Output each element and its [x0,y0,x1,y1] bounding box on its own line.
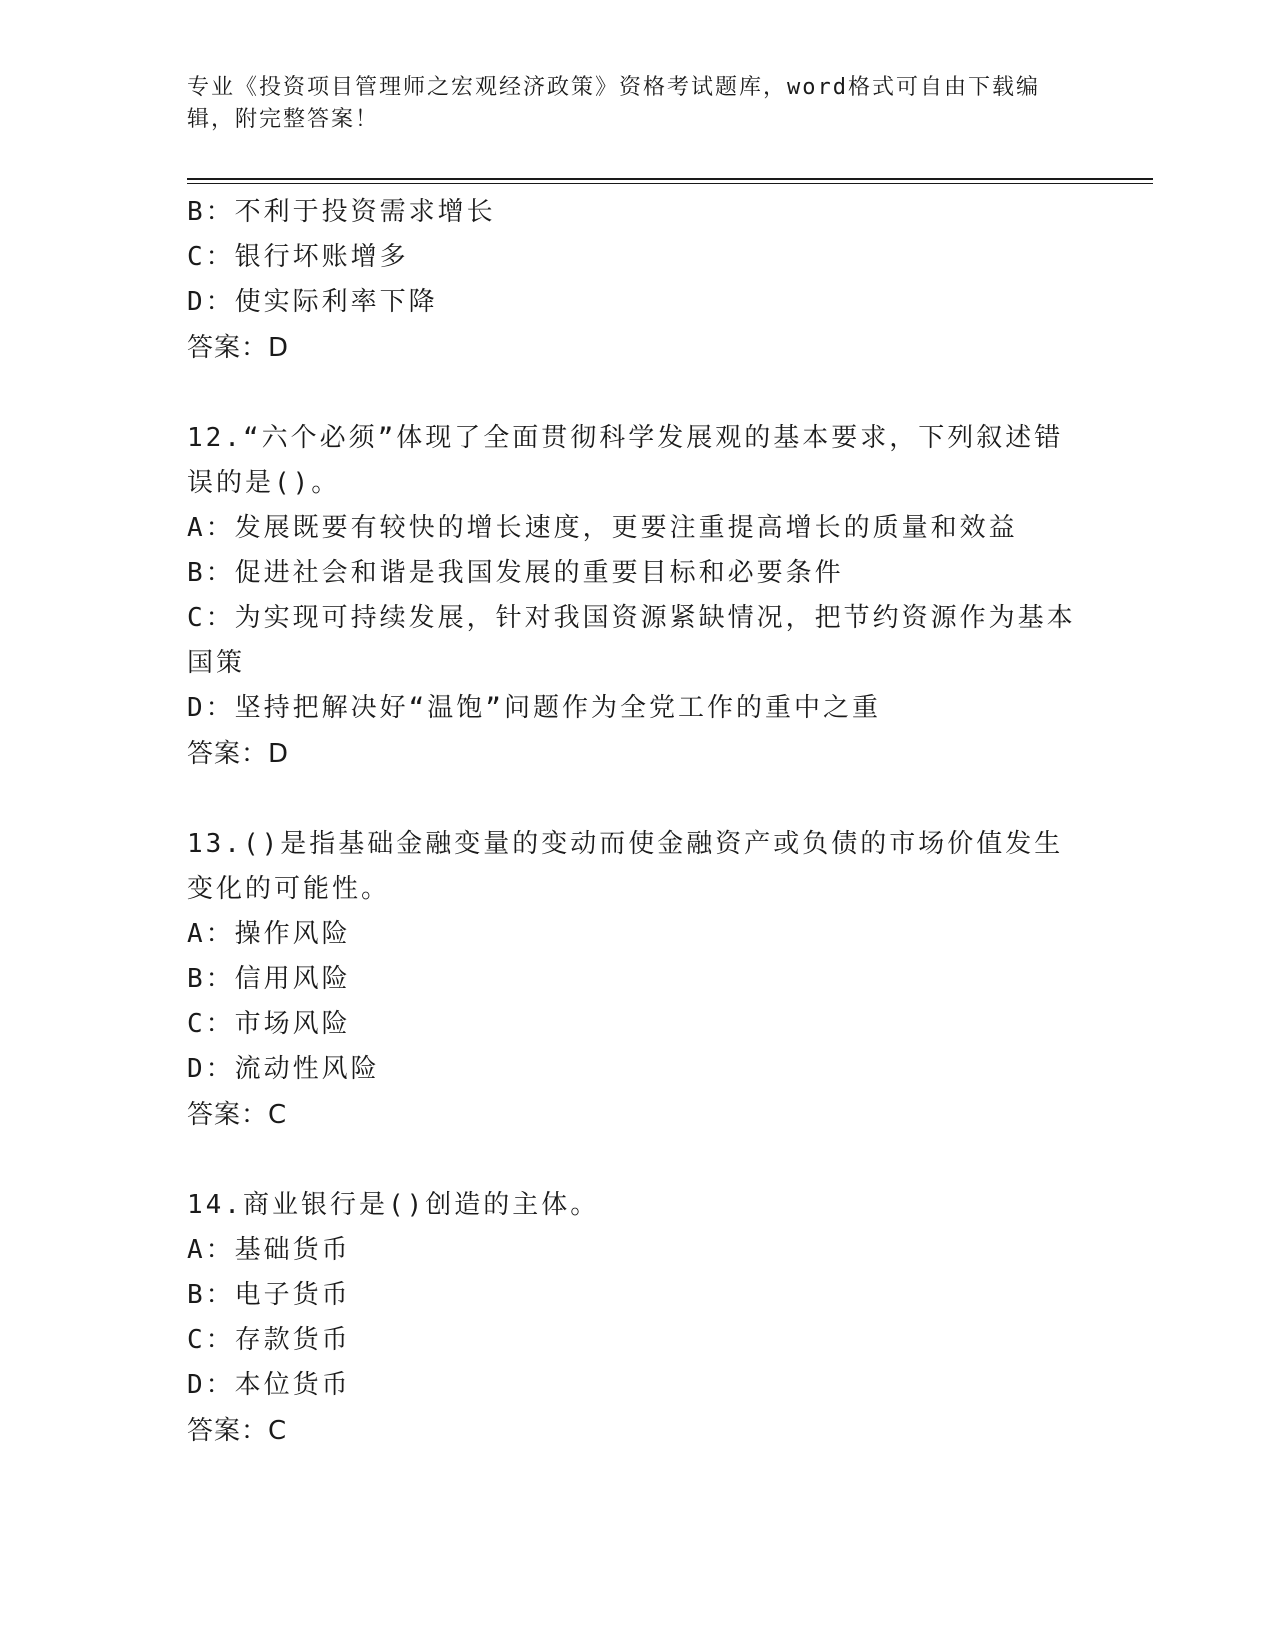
option-c: C：市场风险 [187,1009,351,1039]
question-content [187,190,1087,1454]
option-b: B：信用风险 [187,964,351,994]
header-rule-thick [187,178,1153,180]
option-a: A：发展既要有较快的增长速度，更要注重提高增长的质量和效益 [187,513,1018,543]
option-b: B：不利于投资需求增长 [187,197,496,227]
option-c: C：为实现可持续发展，针对我国资源紧缺情况，把节约资源作为基本国策 [187,603,1076,678]
option-d: D：流动性风险 [187,1054,380,1084]
option-a: A：操作风险 [187,919,351,949]
spacer [187,777,1087,822]
option-b: B：电子货币 [187,1280,351,1310]
option-c: C：银行坏账增多 [187,242,409,272]
option-b: B：促进社会和谐是我国发展的重要目标和必要条件 [187,558,844,588]
answer-line: 答案：D [187,333,290,363]
document-header: 专业《投资项目管理师之宏观经济政策》资格考试题库，word格式可自由下载编辑，附完整答案！ [187,75,1040,132]
option-d: D：使实际利率下降 [187,287,438,317]
spacer [187,1138,1087,1183]
spacer [187,371,1087,416]
question-12 [187,416,1087,777]
answer-line: 答案：C [187,1416,288,1446]
question-stem: 14.商业银行是()创造的主体。 [187,1190,600,1220]
option-a: A：基础货币 [187,1235,351,1265]
question-14 [187,1183,1087,1454]
question-stem: 13.()是指基础金融变量的变动而使金融资产或负债的市场价值发生变化的可能性。 [187,829,1064,904]
question-stem: 12.“六个必须”体现了全面贯彻科学发展观的基本要求，下列叙述错误的是()。 [187,423,1064,498]
answer-line: 答案：C [187,1100,288,1130]
question-11-tail [187,190,1087,371]
option-d: D：本位货币 [187,1370,351,1400]
answer-line: 答案：D [187,739,290,769]
option-d: D：坚持把解决好“温饱”问题作为全党工作的重中之重 [187,693,881,723]
header-rule-thin [187,183,1153,184]
option-c: C：存款货币 [187,1325,351,1355]
question-13 [187,822,1087,1138]
